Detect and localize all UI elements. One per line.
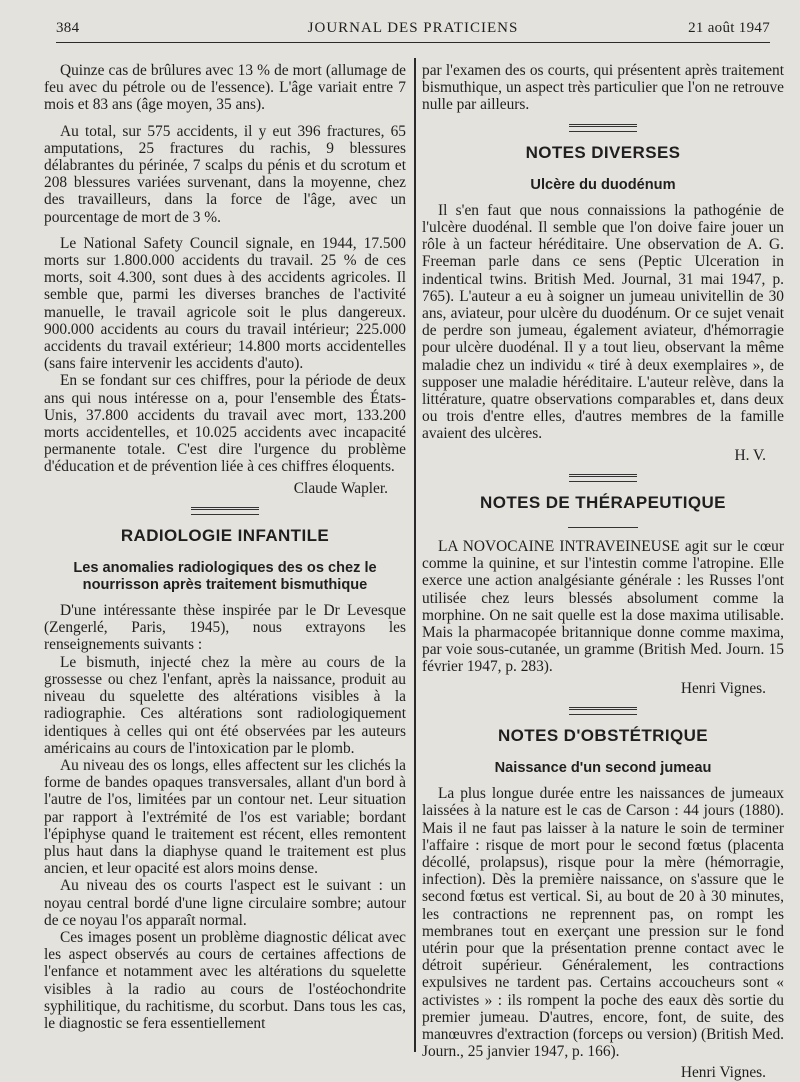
article-subtitle-ulcer: Ulcère du duodénum <box>530 176 676 193</box>
section-separator <box>569 707 637 715</box>
signature-vignes-1: Henri Vignes. <box>680 679 766 697</box>
paragraph-bismuth: Le bismuth, injecté chez la mère au cours de la grossesse ou chez l'enfant, après la naissance, produit au niveau du squelette des altérations visibles à la radiographie. Ces altérations sont radiologiquement identiques à celles qui ont été observées par les auteurs américains au cours de l'intoxication par le plomb. <box>44 653 406 757</box>
page-number: 384 <box>56 20 80 36</box>
left-column <box>44 62 406 1032</box>
paragraph-ulcer: Il s'en faut que nous connaissions la pathogénie de l'ulcère duodénal. Il semble que l'on doive faire jouer un rôle à un facteur héréditaire. Une observation de A. G. Freeman parle dans ce sens (Peptic Ulceration in indentical twins. British Med. Journal, 31 mai 1947, p. 765). L'auteur a eu à soigner un jumeau univitellin de 30 ans, aviateur, pour ulcère du duodénum. Or ce sujet venait de perdre son jumeau, également aviateur, d'hémorragie pour ulcère duodénal. Il y a tout lieu, observant la même maladie chez un individu « tiré à deux exemplaires », de supposer une maladie héréditaire. L'auteur relève, dans la littérature, quatre observations comparables et, dans deux ou trois d'entre elles, d'autres membres de la famille avaient des ulcères. <box>422 201 784 443</box>
section-title-obstetrique: NOTES D'OBSTÉTRIQUE <box>498 725 708 745</box>
section-title-therapeutique: NOTES DE THÉRAPEUTIQUE <box>480 492 726 512</box>
issue-date: 21 août 1947 <box>688 20 770 36</box>
section-separator <box>569 474 637 482</box>
article-subtitle-bismuth: Les anomalies radiologiques des os chez le nourrisson après traitement bismuthique <box>73 560 377 594</box>
section-separator <box>569 124 637 132</box>
paragraph-diagnosis: Ces images posent un problème diagnostic délicat avec les aspect observés au cours de certaines affections de l'enfance et notamment avec les altérations du squelette visibles à la radio au cours de l'ostéochondrite syphilitique, du rachitisme, du scorbut. Dans tous les cas, le diagnostic se fera essentiellement <box>44 928 406 1032</box>
page-header <box>56 18 770 43</box>
section-title-diverses: NOTES DIVERSES <box>525 142 681 162</box>
paragraph-burns: Quinze cas de brûlures avec 13 % de mort (allumage de feu avec du pétrole ou de l'essence). L'âge variait entre 7 mois et 83 ans (âge moyen, 35 ans). <box>44 62 406 114</box>
paragraph-figures: En se fondant sur ces chiffres, pour la période de deux ans qui nous intéresse on a, pour l'ensemble des États-Unis, 37.800 accidents du travail avec mort, 133.200 morts accidentelles, et 10.025 accidents avec incapacité permanente totale. C'est dire l'urgence du problème d'éducation et de prévention liée à ces chiffres éloquents. <box>44 372 406 476</box>
article-subtitle-twin: Naissance d'un second jumeau <box>494 760 712 777</box>
signature-vignes-2: Henri Vignes. <box>680 1064 766 1082</box>
paragraph-long-bones: Au niveau des os longs, elles affectent sur les clichés la forme de bandes opaques transversales, allant d'un bord à l'autre de l'os, limitées par un contour net. Leur situation par rapport à l'extrémité de l'os est variable; bordant l'épiphyse quand le traitement est récent, elles remontent plus haut dans la diaphyse quand le traitement est plus ancien, et leur opacité est alors moins dense. <box>44 756 406 878</box>
paragraph-continuation: par l'examen des os courts, qui présentent après traitement bismuthique, un aspect très particulier que l'on ne retrouve nulle par ailleurs. <box>422 62 784 114</box>
paragraph-total: Au total, sur 575 accidents, il y eut 396 fractures, 65 amputations, 25 fractures du rachis, 9 blessures délabrantes du périnée, 7 scalps du pénis et du scrotum et 208 blessures variées survenant, dans la moyenne, chez des travailleurs, dans la force de l'âge, avec un pourcentage de mort de 3 %. <box>44 122 406 226</box>
section-separator <box>191 507 259 515</box>
section-title-radiologie: RADIOLOGIE INFANTILE <box>120 525 330 545</box>
paragraph-short-bones: Au niveau des os courts l'aspect est le suivant : un noyau central bordé d'une ligne circulaire sombre; autour de ce noyau l'os apparaît normal. <box>44 877 406 929</box>
paragraph-safety-council: Le National Safety Council signale, en 1944, 17.500 morts sur 1.800.000 accidents du travail. 25 % de ces morts, soit 4.300, sont dues à des accidents agricoles. Il semble que, parmi les diverses branches de l'activité manuelle, le travail agricole soit le plus dangereux. 900.000 accidents au cours du travail intérieur; 225.000 accidents du travail extérieur; 14.800 morts accidentelles (sans faire intervenir les accidents d'auto). <box>44 234 406 373</box>
column-divider <box>414 58 416 1052</box>
paragraph-twin: La plus longue durée entre les naissances de jumeaux laissées à la nature est le cas de Carson : 44 jours (1880). Mais il ne faut pas laisser à la nature le soin de terminer l'affaire : risque de mort pour le second fœtus (placenta décollé, prolapsus), risque pour la mère (hémorragie, infection). Dès la première naissance, on s'assure que le second fœtus est vertical. Si, au bout de 20 à 30 minutes, les contractions ne reprennent pas, on rompt les membranes tout en exerçant une pression sur le fond utérin pour que la présentation prenne contact avec le détroit supérieur. Généralement, les contractions expulsives ne tardent pas. Certains accoucheurs sont « activistes » : ils rompent la poche des eaux dès sortie du premier jumeau. D'autres, encore, font, de suite, des manœuvres d'extraction (forceps ou version) (British Med. Journ., 25 janvier 1947, p. 166). <box>422 785 784 1061</box>
journal-title: JOURNAL DES PRATICIENS <box>307 20 519 36</box>
paragraph-novocaine: LA NOVOCAINE INTRAVEINEUSE agit sur le cœur comme la quinine, et sur l'intestin comme l'atropine. Elle exerce une action analgésiante générale : les Russes l'ont utilisée chez leurs blessés absolument comme la morphine. On ne sait quelle est la dose maxima utilisable. Mais la pharmacopée britannique donne comme maxima, par voie sous-cutanée, un gramme (British Med. Journ. 15 février 1947, p. 283). <box>422 538 784 676</box>
short-rule <box>568 527 638 528</box>
signature-wapler: Claude Wapler. <box>293 479 388 497</box>
paragraph-thesis: D'une intéressante thèse inspirée par le Dr Levesque (Zengerlé, Paris, 1945), nous extrayons les renseignements suivants : <box>44 602 406 654</box>
signature-hv: H. V. <box>734 446 766 464</box>
right-column <box>422 62 784 1082</box>
